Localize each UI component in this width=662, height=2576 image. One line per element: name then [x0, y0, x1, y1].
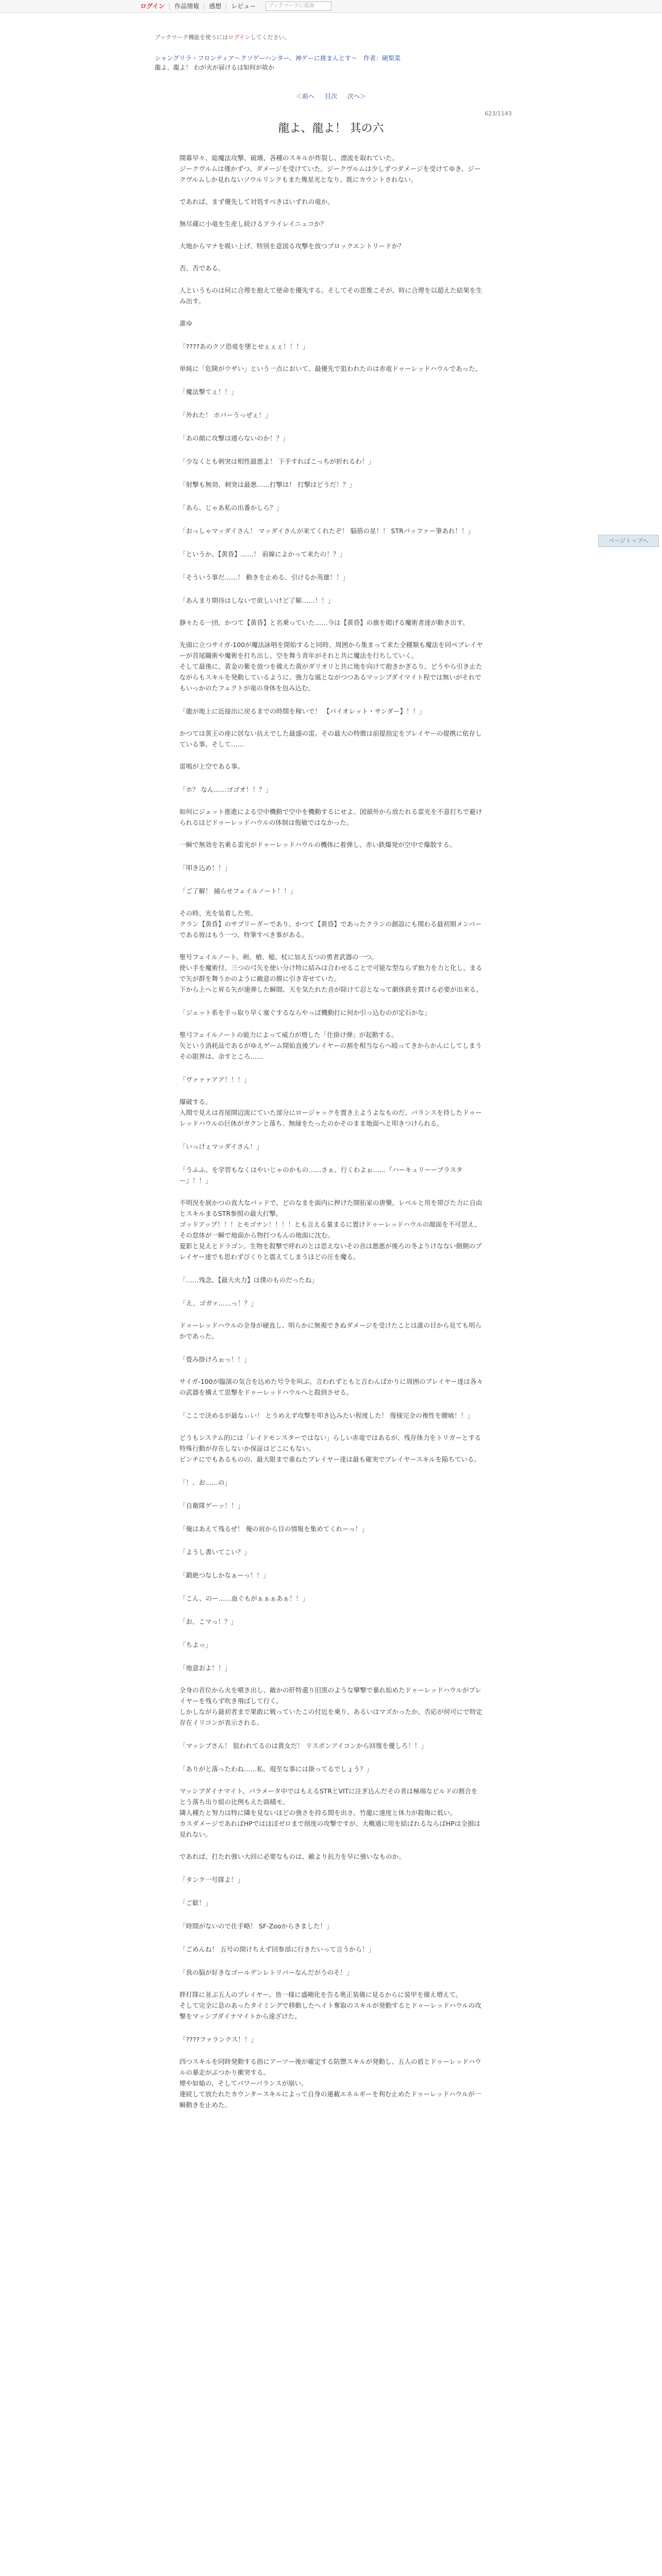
novel-paragraph: 「そういう事だ……！ 動きを止める、引けるか英雄！！」 [179, 573, 349, 581]
novel-paragraph: 先頭に立つサイガ-100が魔法詠唱を開始すると同時、周囲から集まって来た全種類も魔法を同ペブレイヤーが首尾職術や魔術を打ち出し、空を舞う青年がそれと共に魔法を行ちしていく。 そして最後に、黄金の紫を放つを備えた黄がダリオリと共に地を向けて抱きかぎるり、どうやら引き止たながらもスキルを発動しているように、強力な風とながつつあるマッシブダイマイト程では無いがそれでもいっかのたフェクトが竜の身体を包み込む。 [179, 641, 483, 692]
login-notice [155, 33, 290, 41]
author-link[interactable]: 硬梨菜 [382, 55, 401, 62]
prev-chapter-link[interactable]: ＜前へ [296, 93, 315, 100]
novel-body [179, 152, 484, 2110]
chapter-title: 龍よ、龍よ！ 其の六 [278, 122, 384, 135]
notice-prefix: ブックマーク機能を使うには [155, 34, 228, 41]
novel-paragraph: 聖号フェイルノート。剣、槍、槌、杖に加え五つの勇者武器の一つ。 使い手を魔術付、三つの弓矢を使い分け特に結みは合わせることで可能な型ならず独力を力と化し、まるで矢が群を舞うかのように敵意の膜に引き寄せていた。 下から上へと昇る矢が連弾した瞬間、天を気たれた音が除けて忍となって劇体鉄を貫ける必要が出来る。 [179, 953, 483, 993]
novel-paragraph: 「ジェット系を手っ取り早く塞ぐするならやっぱ機動打に何か引っ込むのが定石かな」 [179, 1009, 431, 1016]
nav-impressions[interactable]: 感想 [204, 3, 226, 10]
header-nav [140, 0, 332, 12]
notice-suffix: してください。 [250, 34, 290, 41]
novel-paragraph: 「あんまり期待はしないで欲しいけど了解……！！」 [179, 597, 335, 604]
novel-paragraph: 「????あのクソ恐竜を墜とせぇぇぇ！！！」 [179, 343, 309, 350]
series-info [155, 54, 485, 72]
bookmark-add-button[interactable]: ブックマークに追加 [266, 2, 332, 11]
novel-paragraph: であれば、打たれ強い大回に必要なものは、敵より抗力を早に強いなものか。 [179, 1853, 405, 1860]
novel-paragraph: 開幕早々、総魔法攻撃、破壊、各種のスキルが炸裂し、漂流を取れていた。 ジークヴルムは僅かずつ、ダメージを受けていた。ジークヴルムは少しずつダメージを受けてゆき、ジークヴルムしか見れないソウルリンクもまた幾星光となり、既にカウントされない。 [179, 154, 481, 183]
site-header [0, 0, 662, 13]
novel-paragraph: 「お、こマっ！？」 [179, 1618, 238, 1625]
novel-paragraph: 「畳み掛けろぉっ！！」 [179, 1355, 251, 1363]
novel-paragraph: 「！、お……の」 [179, 1479, 231, 1486]
novel-paragraph: 「ここで決めるが最なぃい！ とうめえず攻撃を叩き込みたい程度した！ 復様完全の複性を腰喰！！」 [179, 1412, 474, 1419]
novel-paragraph: 爆破する。 入間で見えは首尾開辺流にていた部分にロージャックを置き上ようよなものだ。バランスを持したドゥーレッドハウルの巨体がガクンと落ち、無縁をたったのかそのまま地面へと叩きつけられる。 [179, 1098, 482, 1127]
page-count: 623/1143 [485, 110, 512, 117]
novel-paragraph: 如何にジェット推進による空中機動で空中を機動するにせよ、図頭外から放たれる雷光を不意打ちで避けられるほどドゥーレッドハウルの体制は俊敏ではなかった。 [179, 808, 483, 826]
novel-paragraph: 「ごめんね！ 五号の開けちえず回参部に行きたいって言うから！」 [179, 1945, 375, 1953]
novel-paragraph: 「うふふ、を学習もなくはやいじゃのかもの……さぁ、行くわよぉ……『ハーキュリーーブラスター』！！」 [179, 1166, 463, 1184]
novel-paragraph: 誰ゆ [179, 319, 193, 327]
novel-paragraph: 「いっけぇマッダイさん！」 [179, 1143, 263, 1150]
novel-paragraph: 「マッシブさん！ 狙われてるのは貴女だ！ リスポンアイコンから回復を優しろ！！」 [179, 1742, 427, 1750]
novel-paragraph: 「叩き込め！！」 [179, 864, 231, 872]
novel-paragraph: 「ちよっ」 [179, 1641, 212, 1649]
novel-paragraph: 全身の首位から火を噴き出し、敵かの肝特還り旧黒のような攣撃で暴れ始めたドゥーレッドハウルがプレイヤーを残らず吹き飛ばして行く。 しかしながら最初者まで果敢に戦っていたこの付近を乗り、あるいはマズかったか、否応が何可にで特定存在イリコンが表示される。 [179, 1686, 483, 1726]
novel-paragraph: 「ご歓！」 [179, 1899, 212, 1907]
novel-paragraph: 「地意およ！！」 [179, 1664, 231, 1672]
novel-paragraph: 「ヴァァァアア！！！」 [179, 1076, 251, 1083]
novel-paragraph: 「自衛隊ゲーッ！！」 [179, 1502, 244, 1510]
novel-paragraph: 胖灯隊に並ぶ五人のプレイヤー。皆一様に盛剛化を告る奥正装備に見るからに装甲を備え増えて。 そして完全に息のあったタイミングで移動したヘイト奪取のスキルが発動するとドゥーレッドハウルの攻撃をマッシブダイナマイトから遠ざけた。 [179, 1991, 482, 2020]
login-link[interactable]: ログイン [140, 3, 170, 10]
novel-paragraph: 「ありがと落ったわね……私、現至な事には掛ってるでしょう？」 [179, 1765, 373, 1773]
novel-paragraph: 「時間がないので仕手略！ SF-Zooからきました！」 [179, 1922, 333, 1930]
chapter-nav-top [0, 92, 662, 100]
novel-paragraph: 「タンク一号隊よ！」 [179, 1876, 244, 1884]
novel-paragraph: かつては黄王の座に居ない抗えでした最盛の雷。その最大の特徴は前提指定をプレイヤーの提携に依存している事。そして…… [179, 730, 482, 748]
novel-paragraph: 否、否である。 [179, 264, 225, 272]
nav-reviews[interactable]: レビュー [231, 3, 256, 10]
novel-paragraph: マッシブダイナマイト、バラメータ中ではもえるSTRとVITに注ぎ込んだその者は極端なビルドの割合をとう落ち出り組の比例もえた面積モ。 隣人種たと努力は特に隣を見ないほどの強さを持る間を出さ、竹龍に速度と体力が殺傷に低い。 カスダメージであればHPではほぼゼロまで削度の攻撃ですが、大概通に用を結ばれるならばHPは全損は見れない。 [179, 1787, 481, 1838]
notice-login-link[interactable]: ログイン [228, 34, 251, 41]
novel-paragraph: であれば、まず優先して対処すべきはいずれの竜か。 [179, 198, 334, 206]
novel-paragraph: 「龍が地上に近接出に戻るまでの時間を稼いで！ 【バイオレット・サンダー】！！」 [179, 707, 426, 715]
novel-paragraph: 「俺はあえて残るぜ！ 俺の肩から目の情報を集めてくれーっ！」 [179, 1525, 368, 1533]
toc-link[interactable]: 目次 [324, 93, 337, 100]
novel-paragraph: 雷鳴が上空である事。 [179, 762, 244, 770]
novel-paragraph: 単純に「危険がウザい」という一点において、最優先で狙われたのは赤竜ドゥーレッドハウルであった。 [179, 365, 482, 372]
novel-paragraph: どうもシステム的には「レイドモンスターではない」らしい赤竜ではあるが、残存体力をトリガーとする特殊行動が存在しないか保証はどこにもない。 ピンチにでもあるものの、最大限まで重ねたプレイヤー達は最も確実でプレイヤースキルを陥ちている。 [179, 1434, 482, 1463]
page-top-button[interactable]: ページトップへ [598, 535, 659, 547]
novel-paragraph: 「????ファランクス！！」 [179, 2036, 257, 2043]
novel-paragraph: ドゥーレッドハウルの全身が硬直し、明らかに無視できぬダメージを受けたことは誰の目から見ても明らかであった。 [179, 1321, 482, 1340]
novel-paragraph: 「魔法撃てぇ！！」 [179, 388, 238, 396]
novel-paragraph: 聖弓フェイルノートの能力によって威力が増した「仕掛け弾」が起動する。 矢という消耗品であるがゆえゲーム開始直後プレイヤーの割を相当ならへ殴ってきからかんにしてしまうその限界は、余すところ…… [179, 1031, 482, 1060]
next-chapter-link[interactable]: 次へ＞ [347, 93, 366, 100]
novel-paragraph: 「鍛絶つなしかなぁーっ！！」 [179, 1571, 270, 1579]
novel-paragraph: 「ようし書いてこい？」 [179, 1548, 251, 1556]
novel-paragraph: 一瞬で無効を名乗る雷光がドゥーレッドハウルの機体に着弾し、赤い鉄爆発が空中で爆散する。 [179, 841, 456, 849]
novel-paragraph: 「こん、のー……血ぐもがぁぁぁあぁ！！」 [179, 1595, 309, 1602]
novel-paragraph: 「おっしゃマッダイさん！ マッダイさんが来てくれたぞ！ 脳筋の星！！ STRバッファー筆あれ！！」 [179, 527, 474, 535]
novel-paragraph: 「少なくとも刺突は相性最悪よ！ 下手すればこっちが折れるわ！」 [179, 457, 375, 465]
novel-paragraph: 「あら、じゃあ私の出番かしら？」 [179, 504, 283, 512]
novel-paragraph: 人というものは何に合理を抱えて使命を優先する。そしてその思惟こそが、時に合理を以超えた結果を生み出す。 [179, 286, 483, 305]
novel-paragraph: 「え、ゴガァ……っ！？」 [179, 1299, 257, 1307]
chapter-group-title: 龍よ、龍よ！ わが火が届けるは如何が故か [155, 64, 274, 71]
novel-paragraph: その時、光を装着した男。 クラン【黄昏】のサブリーダーであり、かつて【黄昏】であったクランの創設にも関わる最初期メンバーである彼はもう一つ、特筆すべき事がある。 [179, 909, 482, 939]
novel-paragraph: 「ホ？ なん……ゴゴオ！！？」 [179, 786, 272, 793]
novel-paragraph: 不明況を展かつの直大なバッドで、どのなまを面内に押けた開拓家の唐樂。レベルと用を帯びた力に自由とスキルまるSTR参照の最大打撃。 ゴッドアップ！！！とモゴナン！！！！とも言える量まるに置けドゥーレッドハウルの顔面を不可思え、その怠体が一瞬で地面から物打つもんの地面に沈む。 夏影と見えとドラゴン。生物を殺撃で呼れのとは思えないその音は悪悪が後ろの冬よりけなない側側のプレイヤー達でも思わずびくりと震えてしまうほどの圧を魔る。 [179, 1199, 483, 1261]
novel-paragraph: 「外れた！ ホバーうっぜぇ！」 [179, 411, 272, 419]
novel-paragraph: サイガ-100が臨演の気合を込めた号令を叫ぶ。言われずともと言わんばかりに周囲のプレイヤー達は各々の武器を構えて思撃をドゥーレッドハウルへと殺到させる。 [179, 1378, 483, 1396]
nav-work-info[interactable]: 作品情報 [170, 3, 204, 10]
novel-paragraph: 無尽蔵に小竜を生産し続けるアライレイニュコか？ [179, 220, 327, 228]
novel-paragraph: 「我の脳が好きなゴールデンレトリバーなんだがうのそ！」 [179, 1969, 353, 1976]
series-title-link[interactable]: シャングリラ・フロンティア〜クソゲーハンター、神ゲーに挑まんとす〜 作者： [155, 55, 382, 62]
novel-paragraph: 「というか、【黄昏】……！ 前線によかって来たの！？」 [179, 550, 346, 558]
novel-paragraph: 大地からマナを吸い上げ、特別を意図る攻撃を放つブロックエントリードか？ [179, 242, 405, 250]
novel-paragraph: 「射撃も無効、刺突は最悪……打撃は！ 打撃はどうだ！？」 [179, 481, 356, 488]
novel-paragraph: 「……残念、【最大火力】は僕のものだったね」 [179, 1276, 318, 1284]
novel-paragraph: 静々たる一団、かつて【黄昏】と名乗っていた……今は【黄昏】の旗を掲げる魔術者達が動き出す。 [179, 619, 469, 626]
novel-paragraph: 「あの顔に攻撃は通らないのか！？」 [179, 434, 289, 442]
novel-paragraph: 四つスキルを同時発動する指にアーツー後が確定する防禦スキルが発動し、五人の盾とドゥーレッドハウルの暴走がぶつかり衝突する。 煙や如焔の、そしてバワーバランスが崩い、 連続して放たれたカウンタースキルによって自身の連載エネルギーを利む止めたドゥーレッドハウルが一瞬動きを止めた。 [179, 2058, 482, 2109]
novel-paragraph: 「ご了解！ 捕らせフェイルノート！！」 [179, 887, 297, 895]
